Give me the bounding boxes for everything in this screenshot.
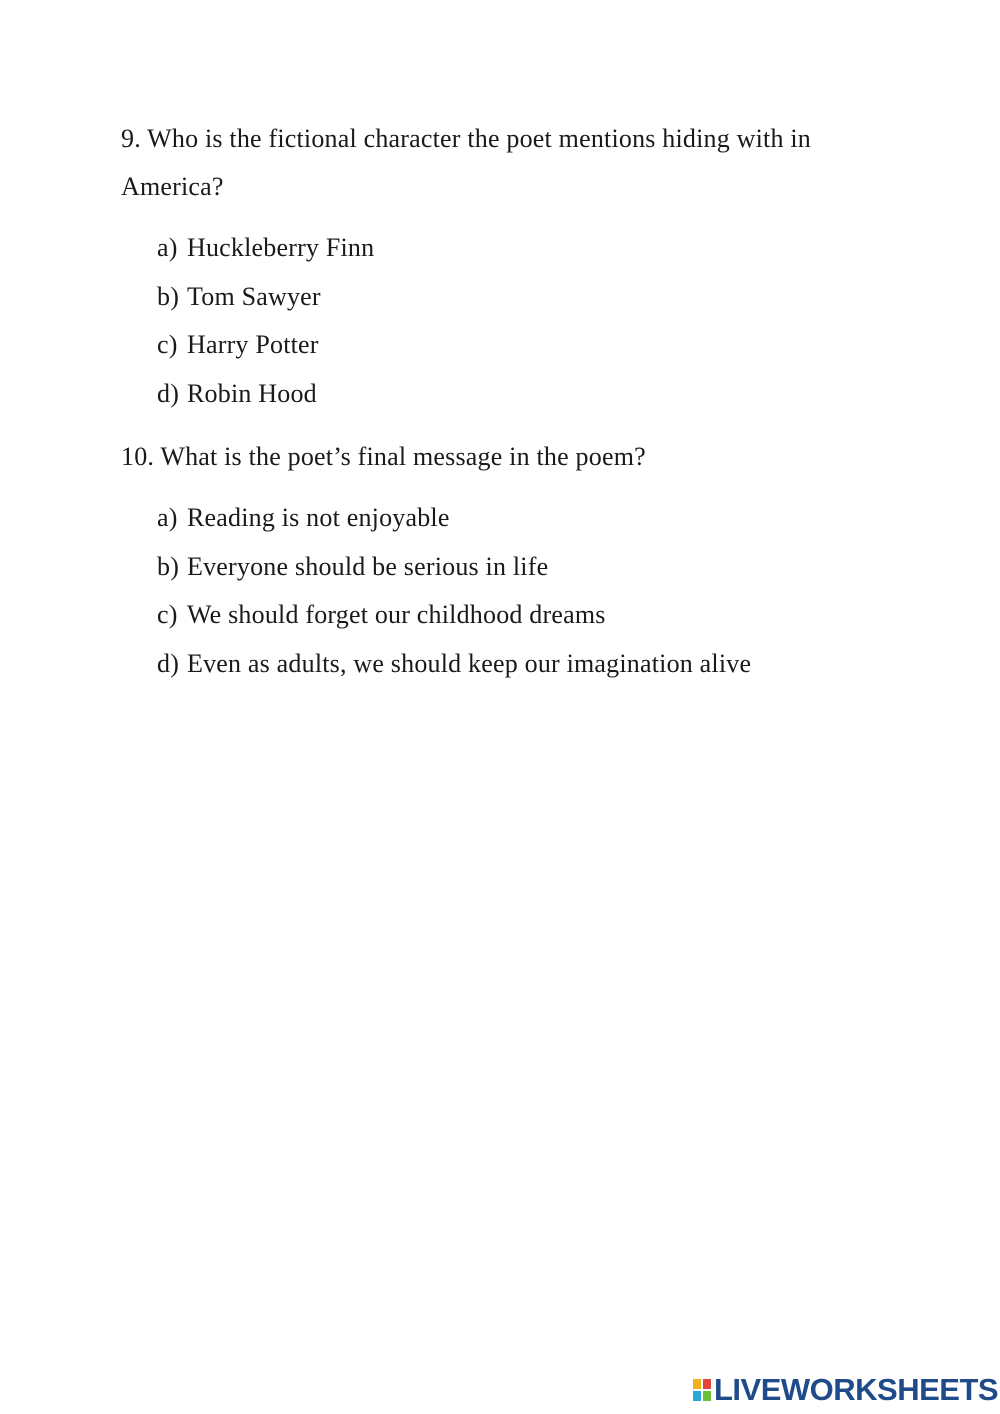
logo-square-red bbox=[703, 1379, 711, 1389]
option-text: Even as adults, we should keep our imagination alive bbox=[187, 648, 752, 678]
option-text: Reading is not enjoyable bbox=[187, 503, 450, 532]
logo-text: LIVEWORKSHEETS bbox=[714, 1372, 999, 1407]
logo-square-blue bbox=[693, 1391, 701, 1401]
option-text: Tom Sawyer bbox=[187, 281, 321, 311]
option-text: We should forget our childhood dreams bbox=[187, 600, 606, 629]
option-letter: c) bbox=[157, 600, 178, 629]
option-letter: a) bbox=[157, 503, 178, 532]
option-9a[interactable] bbox=[157, 224, 374, 273]
liveworksheets-logo-icon bbox=[692, 1378, 712, 1402]
logo-square-yellow bbox=[693, 1379, 701, 1389]
option-letter: d) bbox=[157, 378, 180, 408]
option-9b[interactable] bbox=[157, 273, 374, 322]
option-text: Huckleberry Finn bbox=[187, 233, 375, 262]
question-10-options bbox=[157, 494, 751, 688]
option-9d[interactable] bbox=[157, 370, 374, 419]
option-10c[interactable] bbox=[157, 591, 751, 640]
option-10d[interactable] bbox=[157, 640, 751, 689]
option-letter: b) bbox=[157, 281, 180, 311]
option-9c[interactable] bbox=[157, 321, 374, 370]
option-text: Everyone should be serious in life bbox=[187, 551, 549, 581]
question-10: 10. What is the poet’s final message in the poem? bbox=[121, 442, 646, 471]
option-letter: c) bbox=[157, 330, 178, 359]
option-letter: a) bbox=[157, 233, 178, 262]
option-letter: d) bbox=[157, 648, 180, 678]
option-text: Robin Hood bbox=[187, 378, 317, 408]
option-10a[interactable] bbox=[157, 494, 751, 543]
option-letter: b) bbox=[157, 551, 180, 581]
option-text: Harry Potter bbox=[187, 330, 319, 359]
logo-square-green bbox=[703, 1391, 711, 1401]
question-9-options bbox=[157, 224, 374, 418]
option-10b[interactable] bbox=[157, 543, 751, 592]
liveworksheets-logo bbox=[692, 1372, 998, 1408]
question-9: 9. Who is the fictional character the poet mentions hiding with in America? bbox=[121, 124, 811, 201]
